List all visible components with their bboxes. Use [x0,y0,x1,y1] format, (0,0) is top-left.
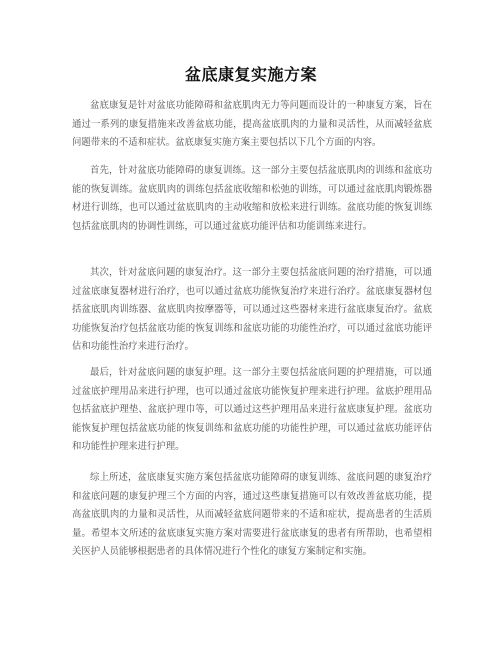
paragraph-nursing: 最后，针对盆底问题的康复护理。这一部分主要包括盆底问题的护理措施，可以通过盆底护理用品来进行护理，也可以通过盆底功能恢复护理来进行护理。盆底护理用品包括盆底护理垫、盆底护理巾等，可以通过这些护理用品来进行盆底康复护理。盆底功能恢复护理包括盆底功能的恢复训练和盆底功能的功能性护理，可以通过盆底功能评估和功能性护理来进行护理。 [72,367,432,453]
document-title: 盆底康复实施方案 [184,65,317,84]
paragraph-treatment: 其次，针对盆底问题的康复治疗。这一部分主要包括盆底问题的治疗措施，可以通过盆底康复器材进行治疗，也可以通过盆底功能恢复治疗来进行治疗。盆底康复器材包括盆底肌肉训练器、盆底肌肉按摩器等，可以通过这些器材来进行盆底康复治疗。盆底功能恢复治疗包括盆底功能的恢复训练和盆底功能的功能性治疗，可以通过盆底功能评估和功能性治疗来进行治疗。 [72,267,432,353]
paragraph-training: 首先，针对盆底功能障碍的康复训练。这一部分主要包括盆底肌肉的训练和盆底功能的恢复训练。盆底肌肉的训练包括盆底收缩和松弛的训练，可以通过盆底肌肉锻炼器材进行训练，也可以通过盆底肌肉的主动收缩和放松来进行训练。盆底功能的恢复训练包括盆底肌肉的协调性训练，可以通过盆底功能评估和功能训练来进行。 [72,165,432,232]
paragraph-summary: 综上所述，盆底康复实施方案包括盆底功能障碍的康复训练、盆底问题的康复治疗和盆底问题的康复护理三个方面的内容，通过这些康复措施可以有效改善盆底功能，提高盆底肌肉的力量和灵活性，从而减轻盆底问题带来的不适和症状，提高患者的生活质量。希望本文所述的盆底康复实施方案对需要进行盆底康复的患者有所帮助，也希望相关医护人员能够根据患者的具体情况进行个性化的康复方案制定和实施。 [72,472,432,558]
paragraph-intro: 盆底康复是针对盆底功能障碍和盆底肌肉无力等问题而设计的一种康复方案，旨在通过一系列的康复措施来改善盆底功能，提高盆底肌肉的力量和灵活性，从而减轻盆底问题带来的不适和症状。盆底康复实施方案主要包括以下几个方面的内容。 [72,100,432,149]
